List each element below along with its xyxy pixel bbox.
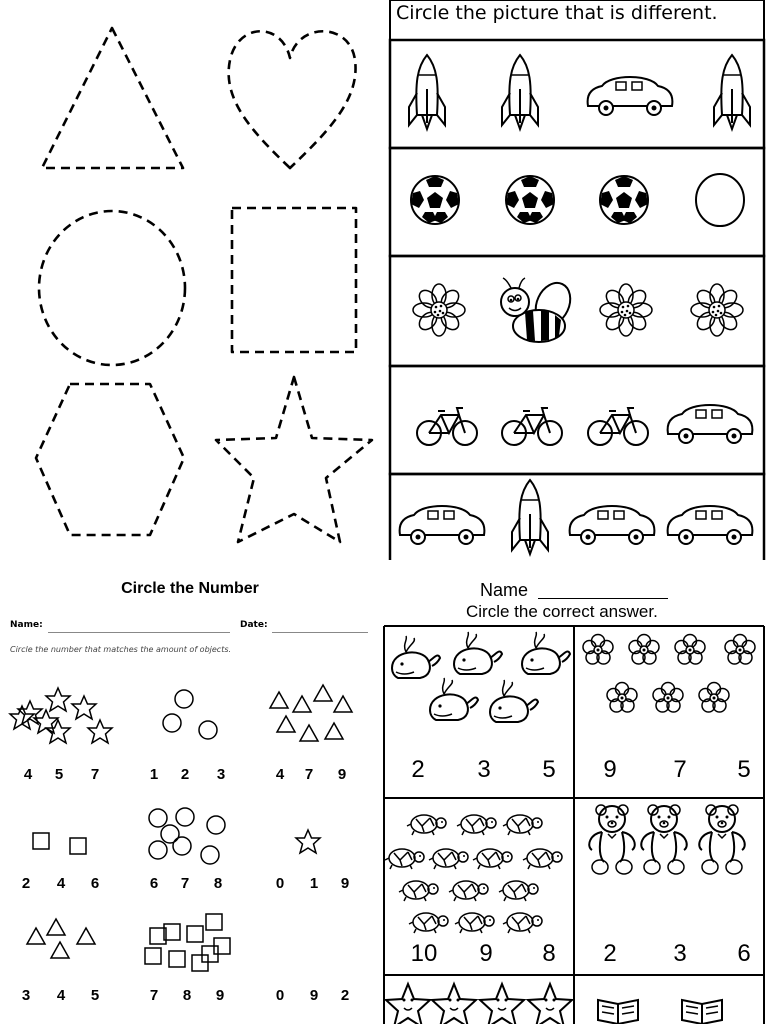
teddy-bear-icon	[589, 805, 635, 874]
starfish-icon	[528, 984, 572, 1024]
name-label: Name	[480, 580, 529, 600]
turtle-icon	[385, 849, 424, 869]
rocket-icon[interactable]	[502, 55, 538, 129]
flower-icon	[725, 635, 755, 665]
circle-correct-answer-worksheet	[380, 560, 768, 1024]
triangle-icon	[314, 685, 332, 701]
choice-number[interactable]: 3	[477, 756, 491, 783]
choice-number[interactable]: 4	[23, 766, 33, 783]
star-icon	[88, 720, 112, 743]
worksheet-title: Circle the picture that is different.	[396, 2, 718, 24]
flower-icon[interactable]	[413, 284, 465, 336]
choice-number[interactable]: 9	[337, 766, 347, 783]
whale-icon	[392, 636, 440, 678]
teddy-bear-icon	[699, 805, 745, 874]
square-icon	[33, 833, 49, 849]
choice-number[interactable]: 2	[21, 875, 31, 892]
rocket-icon[interactable]	[512, 480, 548, 554]
starfish-icon	[432, 984, 476, 1024]
soccer-ball-icon[interactable]	[411, 176, 459, 224]
turtle-icon	[429, 849, 468, 869]
car-icon[interactable]	[668, 405, 753, 443]
hexagon-tracing-shape	[36, 384, 184, 535]
flower-icon[interactable]	[691, 284, 743, 336]
turtle-icon	[523, 849, 562, 869]
triangle-icon	[47, 919, 65, 935]
circle-icon	[163, 714, 181, 732]
choice-number[interactable]: 0	[275, 875, 285, 892]
flower-icon[interactable]	[600, 284, 652, 336]
choice-number[interactable]: 4	[275, 766, 285, 783]
choice-number[interactable]: 7	[180, 875, 190, 892]
car-icon[interactable]	[400, 506, 485, 544]
circle-different-picture-worksheet	[386, 0, 768, 560]
star-icon	[72, 696, 96, 719]
circle-icon	[201, 846, 219, 864]
choice-number[interactable]: 0	[275, 987, 285, 1004]
car-icon[interactable]	[588, 77, 673, 115]
choice-number[interactable]: 5	[90, 987, 100, 1004]
choice-number[interactable]: 8	[542, 940, 556, 967]
flower-icon	[629, 635, 659, 665]
whale-icon	[490, 680, 538, 722]
turtle-icon	[499, 881, 538, 901]
choice-number[interactable]: 3	[673, 940, 687, 967]
star-tracing-shape	[216, 377, 372, 542]
triangle-icon	[51, 942, 69, 958]
starfish-icon	[480, 984, 524, 1024]
choice-number[interactable]: 4	[56, 987, 66, 1004]
choice-number[interactable]: 3	[216, 766, 226, 783]
choice-number[interactable]: 2	[340, 987, 350, 1004]
soccer-ball-icon[interactable]	[506, 176, 554, 224]
flower-icon	[675, 635, 705, 665]
circle-icon	[176, 808, 194, 826]
triangle-icon	[300, 725, 318, 741]
star-icon	[18, 701, 42, 724]
turtle-icon	[409, 913, 448, 933]
choice-number[interactable]: 6	[149, 875, 159, 892]
choice-number[interactable]: 9	[309, 987, 319, 1004]
book-icon	[682, 1000, 722, 1024]
starfish-icon	[386, 984, 430, 1024]
whale-icon	[454, 632, 502, 674]
car-icon[interactable]	[668, 506, 753, 544]
square-icon	[192, 955, 208, 971]
choice-number[interactable]: 5	[542, 756, 556, 783]
choice-number[interactable]: 5	[737, 756, 751, 783]
soccer-ball-icon[interactable]	[600, 176, 648, 224]
choice-number[interactable]: 3	[21, 987, 31, 1004]
rocket-icon[interactable]	[714, 55, 750, 129]
choice-number[interactable]: 2	[180, 766, 190, 783]
choice-number[interactable]: 6	[90, 875, 100, 892]
name-label: Name:	[10, 620, 43, 630]
square-icon	[145, 948, 161, 964]
choice-number[interactable]: 5	[54, 766, 64, 783]
shape-tracing-worksheet	[0, 0, 386, 560]
choice-number[interactable]: 1	[149, 766, 159, 783]
circle-tracing-shape	[39, 211, 185, 365]
flower-icon	[699, 683, 729, 713]
triangle-icon	[277, 716, 295, 732]
choice-number[interactable]: 4	[56, 875, 66, 892]
circle-icon	[173, 837, 191, 855]
worksheet-title: Circle the Number	[121, 580, 259, 597]
rocket-icon[interactable]	[409, 55, 445, 129]
square-icon	[169, 951, 185, 967]
book-icon	[598, 1000, 638, 1024]
turtle-icon	[473, 849, 512, 869]
date-label: Date:	[240, 620, 268, 630]
triangle-icon	[270, 692, 288, 708]
turtle-icon	[455, 913, 494, 933]
teddy-bear-icon	[641, 805, 687, 874]
bicycle-icon[interactable]	[417, 408, 477, 445]
circle-icon[interactable]	[696, 174, 744, 226]
choice-number[interactable]: 8	[182, 987, 192, 1004]
star-icon	[46, 688, 70, 711]
triangle-icon	[334, 696, 352, 712]
choice-number[interactable]: 9	[479, 940, 493, 967]
car-icon[interactable]	[570, 506, 655, 544]
choice-number[interactable]: 6	[737, 940, 751, 967]
choice-number[interactable]: 7	[304, 766, 314, 783]
triangle-icon	[325, 723, 343, 739]
choice-number[interactable]: 10	[410, 940, 438, 967]
circle-icon	[161, 825, 179, 843]
flower-icon	[607, 683, 637, 713]
square-icon	[70, 838, 86, 854]
square-icon	[187, 926, 203, 942]
bicycle-icon[interactable]	[502, 408, 562, 445]
flower-icon	[653, 683, 683, 713]
circle-icon	[199, 721, 217, 739]
turtle-icon	[503, 815, 542, 835]
bicycle-icon[interactable]	[588, 408, 648, 445]
choice-number[interactable]: 7	[90, 766, 100, 783]
choice-number[interactable]: 9	[215, 987, 225, 1004]
star-icon	[46, 720, 70, 743]
turtle-icon	[399, 881, 438, 901]
flower-icon	[583, 635, 613, 665]
turtle-icon	[407, 815, 446, 835]
choice-number[interactable]: 2	[411, 756, 425, 783]
choice-number[interactable]: 7	[149, 987, 159, 1004]
choice-number[interactable]: 9	[340, 875, 350, 892]
circle-icon	[207, 816, 225, 834]
whale-icon	[522, 632, 570, 674]
choice-number[interactable]: 2	[603, 940, 617, 967]
circle-icon	[149, 841, 167, 859]
triangle-tracing-shape	[42, 28, 183, 168]
choice-number[interactable]: 1	[309, 875, 319, 892]
star-icon	[296, 830, 320, 853]
turtle-icon	[449, 881, 488, 901]
square-tracing-shape	[232, 208, 356, 352]
instruction-text: Circle the correct answer.	[466, 602, 658, 621]
bee-icon[interactable]	[501, 277, 577, 342]
choice-number[interactable]: 9	[603, 756, 617, 783]
circle-the-number-worksheet	[0, 560, 380, 1024]
choice-number[interactable]: 7	[673, 756, 687, 783]
square-icon	[206, 914, 222, 930]
triangle-icon	[293, 696, 311, 712]
turtle-icon	[457, 815, 496, 835]
circle-icon	[175, 690, 193, 708]
whale-icon	[430, 678, 478, 720]
triangle-icon	[77, 928, 95, 944]
circle-icon	[149, 809, 167, 827]
triangle-icon	[27, 928, 45, 944]
choice-number[interactable]: 8	[213, 875, 223, 892]
turtle-icon	[503, 913, 542, 933]
instruction-text: Circle the number that matches the amount of objects.	[10, 645, 232, 654]
heart-tracing-shape	[229, 31, 356, 168]
